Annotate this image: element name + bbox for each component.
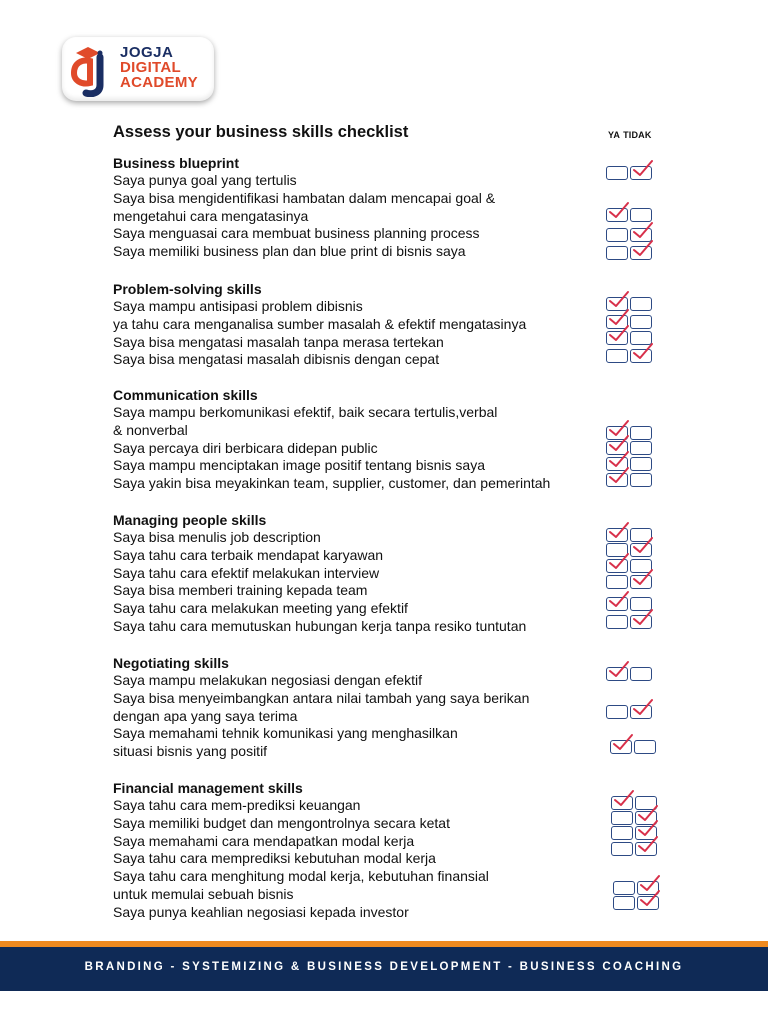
checkbox-ya[interactable] <box>606 166 628 180</box>
checkbox-ya[interactable] <box>606 228 628 242</box>
section-heading: Managing people skills <box>113 512 267 528</box>
checklist-item: Saya memiliki business plan dan blue print di bisnis saya <box>113 243 466 260</box>
checklist-item: Saya tahu cara terbaik mendapat karyawan <box>113 546 384 563</box>
checklist-item: Saya bisa menulis job description <box>113 529 321 545</box>
checkbox-tidak[interactable] <box>630 228 652 242</box>
section-heading: Business blueprint <box>113 155 240 171</box>
checkbox-ya[interactable] <box>606 208 628 222</box>
checkbox-tidak[interactable] <box>630 297 652 311</box>
section-business-blueprint <box>113 155 593 261</box>
checkbox-ya[interactable] <box>606 349 628 363</box>
checklist-item: Saya tahu cara menghitung modal kerja, kebutuhan finansial <box>113 868 489 885</box>
section-heading: Problem-solving skills <box>113 281 262 297</box>
checkbox-tidak[interactable] <box>630 166 652 180</box>
logo-line-2: DIGITAL <box>120 59 181 76</box>
checklist-item: dengan apa yang saya terima <box>113 707 298 724</box>
checkbox-ya[interactable] <box>606 246 628 260</box>
checkbox-tidak[interactable] <box>630 441 652 455</box>
section-managing-people <box>113 512 593 636</box>
checkbox-tidak[interactable] <box>630 457 652 471</box>
checkbox-ya[interactable] <box>606 705 628 719</box>
checkbox-tidak[interactable] <box>630 331 652 345</box>
checklist-item: Saya bisa memberi training kepada team <box>113 582 368 599</box>
checkbox-tidak[interactable] <box>635 826 657 840</box>
checklist-item: Saya tahu cara memutuskan hubungan kerja tanpa resiko tuntutan <box>113 617 527 634</box>
checklist-item: mengetahui cara mengatasinya <box>113 207 309 224</box>
checklist-item: Saya mampu antisipasi problem dibisnis <box>113 298 363 314</box>
checklist-item: Saya tahu cara melakukan meeting yang efektif <box>113 600 408 617</box>
checklist-item: Saya punya keahlian negosiasi kepada investor <box>113 903 409 920</box>
checklist-item: Saya tahu cara efektif melakukan interview <box>113 564 380 581</box>
logo-line-3: ACADEMY <box>120 74 198 91</box>
checklist-item: Saya yakin bisa meyakinkan team, supplier, customer, dan pemerintah <box>113 475 551 492</box>
checkbox-tidak[interactable] <box>630 528 652 542</box>
checkbox-ya[interactable] <box>606 457 628 471</box>
dj-logo-icon <box>70 43 116 97</box>
checkbox-tidak[interactable] <box>630 667 652 681</box>
column-header-ya: YA <box>608 130 621 140</box>
column-headers <box>608 130 655 140</box>
checklist-item: Saya memahami cara mendapatkan modal kerja <box>113 832 415 849</box>
checkbox-ya[interactable] <box>606 331 628 345</box>
checkbox-ya[interactable] <box>606 615 628 629</box>
checkbox-ya[interactable] <box>606 597 628 611</box>
checklist-item: Saya tahu cara memprediksi kebutuhan modal kerja <box>113 850 436 867</box>
checkbox-ya[interactable] <box>606 575 628 589</box>
checkbox-ya[interactable] <box>606 528 628 542</box>
checkbox-ya[interactable] <box>610 740 632 754</box>
checkbox-tidak[interactable] <box>630 246 652 260</box>
checkbox-ya[interactable] <box>606 315 628 329</box>
checklist-item: Saya tahu cara mem-prediksi keuangan <box>113 797 361 813</box>
checklist-item: untuk memulai sebuah bisnis <box>113 885 294 902</box>
page-title: Assess your business skills checklist <box>113 123 409 141</box>
checkbox-ya[interactable] <box>606 667 628 681</box>
checkbox-tidak[interactable] <box>630 473 652 487</box>
checklist-item: Saya mampu menciptakan image positif tentang bisnis saya <box>113 457 485 474</box>
checkbox-tidak[interactable] <box>635 811 657 825</box>
checkbox-tidak[interactable] <box>637 896 659 910</box>
section-heading: Financial management skills <box>113 780 303 796</box>
checkbox-ya[interactable] <box>606 543 628 557</box>
checkbox-ya[interactable] <box>613 881 635 895</box>
checkbox-tidak[interactable] <box>630 315 652 329</box>
checkbox-tidak[interactable] <box>637 881 659 895</box>
checklist-item: Saya punya goal yang tertulis <box>113 172 297 188</box>
checklist-item: Saya bisa mengatasi masalah dibisnis dengan cepat <box>113 351 440 368</box>
section-heading: Negotiating skills <box>113 655 229 671</box>
checklist-item: & nonverbal <box>113 421 188 438</box>
checklist-item: Saya percaya diri berbicara didepan public <box>113 439 378 456</box>
logo-wordmark <box>120 45 198 90</box>
checklist-item: Saya bisa mengatasi masalah tanpa merasa tertekan <box>113 333 444 350</box>
checkbox-tidak[interactable] <box>635 796 657 810</box>
checkbox-tidak[interactable] <box>630 597 652 611</box>
checkbox-tidak[interactable] <box>630 349 652 363</box>
checkbox-ya[interactable] <box>611 796 633 810</box>
checkbox-tidak[interactable] <box>630 615 652 629</box>
checkbox-ya[interactable] <box>611 842 633 856</box>
checklist-item: Saya bisa menyeimbangkan antara nilai tambah yang saya berikan <box>113 689 530 706</box>
checklist-item: Saya mampu berkomunikasi efektif, baik secara tertulis,verbal <box>113 404 498 420</box>
checkbox-tidak[interactable] <box>630 208 652 222</box>
checkbox-ya[interactable] <box>606 473 628 487</box>
checkbox-ya[interactable] <box>611 826 633 840</box>
footer-tagline: BRANDING - SYSTEMIZING & BUSINESS DEVELOPMENT - BUSINESS COACHING <box>84 961 684 973</box>
checklist-item: Saya mampu melakukan negosiasi dengan efektif <box>113 672 422 688</box>
checkbox-tidak[interactable] <box>635 842 657 856</box>
checkbox-tidak[interactable] <box>630 543 652 557</box>
checkbox-ya[interactable] <box>606 441 628 455</box>
checklist-item: Saya bisa mengidentifikasi hambatan dalam mencapai goal & <box>113 189 496 206</box>
checkbox-ya[interactable] <box>613 896 635 910</box>
section-communication <box>113 387 593 493</box>
checklist-item: situasi bisnis yang positif <box>113 743 268 760</box>
checkbox-ya[interactable] <box>611 811 633 825</box>
checkbox-tidak[interactable] <box>630 705 652 719</box>
checklist-item: Saya memiliki budget dan mengontrolnya secara ketat <box>113 814 450 831</box>
checkbox-tidak[interactable] <box>630 575 652 589</box>
checklist-item: Saya menguasai cara membuat business planning process <box>113 225 480 242</box>
checkbox-tidak[interactable] <box>630 426 652 440</box>
checkbox-ya[interactable] <box>606 559 628 573</box>
checkbox-tidak[interactable] <box>630 559 652 573</box>
checkbox-tidak[interactable] <box>634 740 656 754</box>
section-heading: Communication skills <box>113 387 258 403</box>
checklist-item: ya tahu cara menganalisa sumber masalah & efektif mengatasinya <box>113 315 527 332</box>
checkbox-ya[interactable] <box>606 426 628 440</box>
checklist-item: Saya memahami tehnik komunikasi yang menghasilkan <box>113 725 458 742</box>
section-negotiating <box>113 655 593 761</box>
section-financial-management <box>113 780 593 922</box>
checkbox-ya[interactable] <box>606 297 628 311</box>
column-header-tidak: TIDAK <box>623 130 652 140</box>
academy-logo <box>62 37 214 101</box>
logo-line-1: JOGJA <box>120 44 174 61</box>
section-problem-solving <box>113 281 593 369</box>
